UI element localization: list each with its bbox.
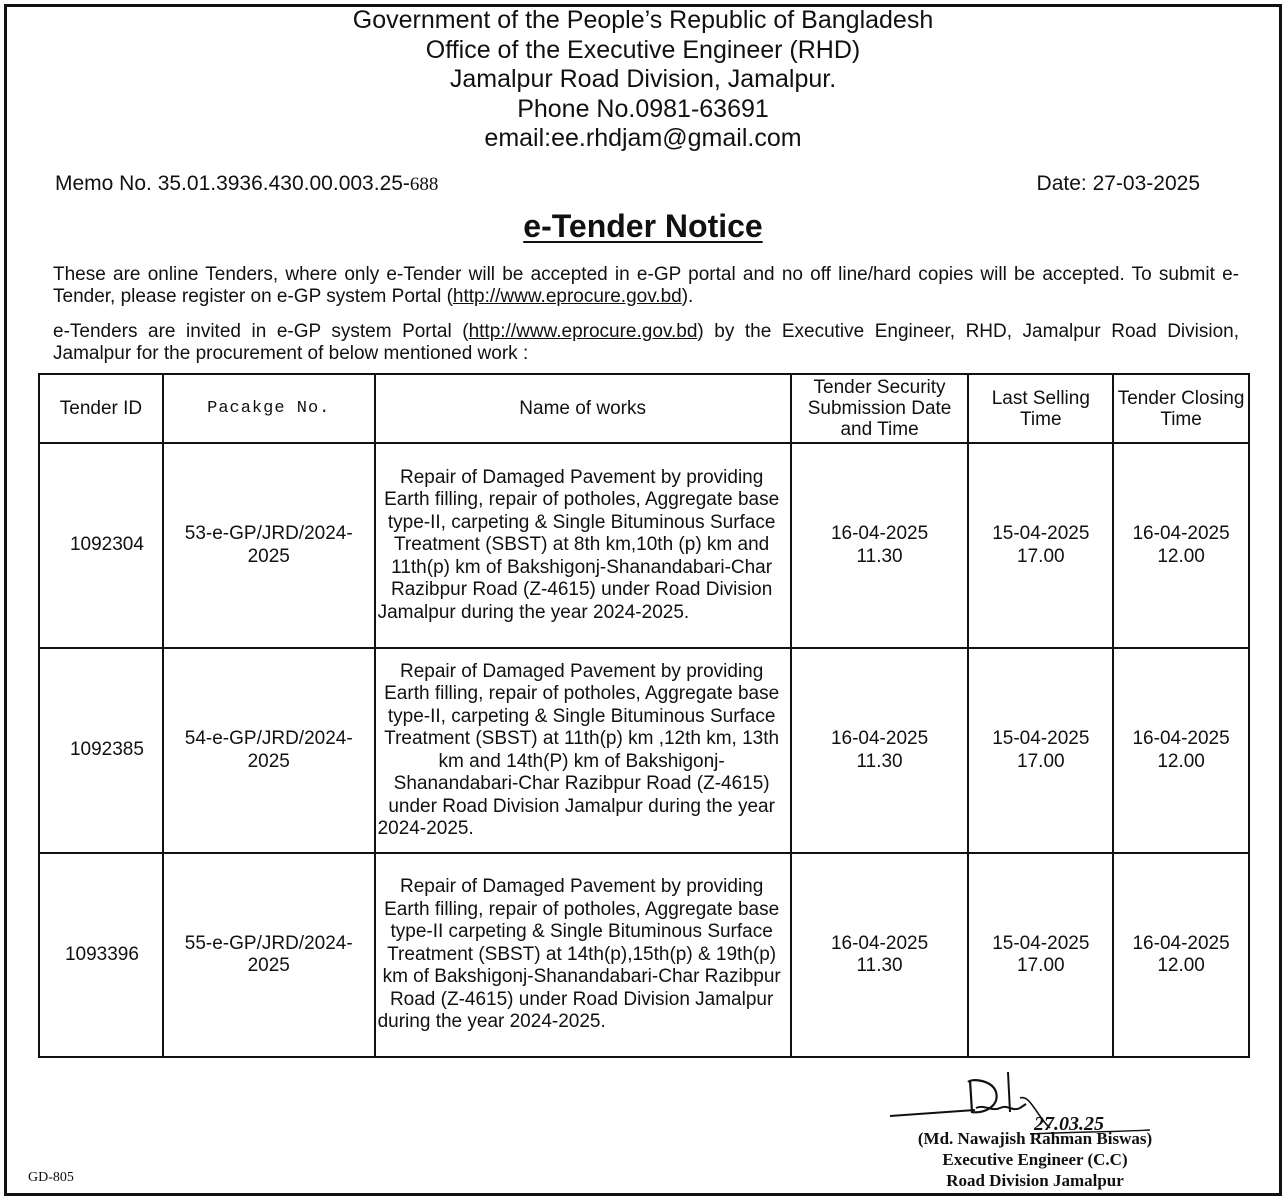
package-cell: 55-e-GP/JRD/2024-2025 bbox=[163, 853, 375, 1057]
letterhead-phone: Phone No.0981-63691 bbox=[517, 94, 769, 123]
selling-time: 17.00 bbox=[1017, 545, 1065, 567]
selling-date: 15-04-2025 bbox=[992, 523, 1090, 544]
notice-title bbox=[0, 208, 1286, 245]
header-package-no: Pacakge No. bbox=[163, 374, 375, 443]
table-row bbox=[39, 443, 1249, 648]
letterhead-email: email:ee.rhdjam@gmail.com bbox=[484, 124, 802, 152]
tender-id-cell: 1092385 bbox=[39, 648, 163, 853]
intro-p2-start: e-Tenders are invited in e-GP system Portal ( bbox=[53, 321, 469, 342]
letterhead-division: Jamalpur Road Division, Jamalpur. bbox=[449, 65, 837, 93]
notice-title-text: e-Tender Notice bbox=[523, 208, 763, 244]
works-cell: Repair of Damaged Pavement by providing Earth filling, repair of potholes, Aggregate base type-II, carpeting & Single Bituminous Surface Treatment (SBST) at 11th(p) km ,12th km, 13th km and 14th(P) km of Bakshigonj-Shanandabari-Char Razibpur Road (Z-4615) under Road Division Jamalpur during the year 2024-2025. bbox=[375, 648, 791, 853]
letterhead-government: Government of the People’s Republic of Bangladesh bbox=[352, 6, 934, 34]
selling-date: 15-04-2025 bbox=[992, 728, 1090, 749]
table-row bbox=[39, 853, 1249, 1057]
signatory-designation: Executive Engineer (C.C) bbox=[942, 1150, 1128, 1169]
letterhead bbox=[0, 6, 1286, 154]
closing-cell bbox=[1113, 853, 1249, 1057]
eprocure-link-2[interactable]: http://www.eprocure.gov.bd bbox=[468, 321, 698, 342]
works-cell: Repair of Damaged Pavement by providing Earth filling, repair of potholes, Aggregate base type-II carpeting & Single Bituminous Surface Treatment (SBST) at 14th(p),15th(p) & 19th(p) km of Bakshigonj-Shanandabari-Char Razibpur Road (Z-4615) under Road Division Jamalpur during the year 2024-2025. bbox=[375, 853, 791, 1057]
header-tender-id: Tender ID bbox=[39, 374, 163, 443]
intro-p2-end: ) by the Executive Engineer, RHD, Jamalpur Road Division, Jamalpur for the procurement of below mentioned work : bbox=[53, 321, 1239, 364]
header-last-selling: Last Selling Time bbox=[968, 374, 1113, 443]
intro-p1-text: These are online Tenders, where only e-Tender will be accepted in e-GP portal and no off line/hard copies will be accepted. To submit e-Tender, please register on e-GP system Portal ( bbox=[53, 264, 1239, 307]
security-time: 11.30 bbox=[856, 750, 903, 772]
security-cell bbox=[791, 648, 969, 853]
memo-date: Date: 27-03-2025 bbox=[1036, 172, 1200, 195]
security-time: 11.30 bbox=[856, 545, 903, 567]
tender-id-cell: 1093396 bbox=[39, 853, 163, 1057]
letterhead-office: Office of the Executive Engineer (RHD) bbox=[425, 35, 861, 64]
intro-paragraph-2 bbox=[53, 321, 1239, 365]
closing-time: 12.00 bbox=[1157, 955, 1205, 976]
memo-number bbox=[55, 172, 438, 196]
security-date: 16-04-2025 bbox=[830, 932, 929, 954]
header-name-of-works: Name of works bbox=[375, 374, 791, 443]
selling-cell bbox=[968, 443, 1113, 648]
eprocure-link-1[interactable]: http://www.eprocure.gov.bd bbox=[452, 286, 682, 307]
intro-paragraph-1 bbox=[53, 264, 1239, 308]
selling-cell bbox=[968, 853, 1113, 1057]
signatory-name: (Md. Nawajish Rahman Biswas) bbox=[917, 1129, 1153, 1148]
closing-time: 12.00 bbox=[1157, 750, 1205, 772]
memo-serial: 688 bbox=[409, 174, 439, 195]
closing-date: 16-04-2025 bbox=[1132, 932, 1230, 954]
package-cell: 53-e-GP/JRD/2024-2025 bbox=[163, 443, 375, 648]
footer-code: GD-805 bbox=[28, 1170, 74, 1185]
tender-id-cell: 1092304 bbox=[39, 443, 163, 648]
memo-label: Memo No. 35.01.3936.430.00.003.25- bbox=[55, 172, 410, 195]
selling-time: 17.00 bbox=[1017, 750, 1065, 772]
intro-p1-end: ). bbox=[681, 286, 694, 307]
security-date: 16-04-2025 bbox=[830, 523, 929, 544]
table-row bbox=[39, 648, 1249, 853]
security-cell bbox=[791, 443, 969, 648]
selling-time: 17.00 bbox=[1017, 955, 1065, 976]
signatory-block bbox=[870, 1128, 1200, 1191]
security-date: 16-04-2025 bbox=[830, 728, 929, 749]
header-closing-time: Tender Closing Time bbox=[1113, 374, 1249, 443]
signatory-office: Road Division Jamalpur bbox=[946, 1171, 1124, 1190]
works-cell: Repair of Damaged Pavement by providing Earth filling, repair of potholes, Aggregate base type-II, carpeting & Single Bituminous Surface Treatment (SBST) at 8th km,10th (p) km and 11th(p) km of Bakshigonj-Shanandabari-Char Razibpur Road (Z-4615) under Road Division Jamalpur during the year 2024-2025. bbox=[375, 443, 791, 648]
security-cell bbox=[791, 853, 969, 1057]
closing-date: 16-04-2025 bbox=[1132, 523, 1230, 544]
closing-time: 12.00 bbox=[1157, 545, 1205, 567]
security-time: 11.30 bbox=[856, 955, 903, 976]
closing-date: 16-04-2025 bbox=[1132, 728, 1230, 749]
closing-cell bbox=[1113, 648, 1249, 853]
selling-date: 15-04-2025 bbox=[992, 932, 1090, 954]
package-cell: 54-e-GP/JRD/2024-2025 bbox=[163, 648, 375, 853]
table-header-row bbox=[39, 374, 1249, 443]
header-security-submission: Tender Security Submission Date and Time bbox=[791, 374, 969, 443]
signature-date: 27.03.25 bbox=[1034, 1113, 1104, 1135]
tender-table bbox=[38, 373, 1250, 1058]
closing-cell bbox=[1113, 443, 1249, 648]
selling-cell bbox=[968, 648, 1113, 853]
